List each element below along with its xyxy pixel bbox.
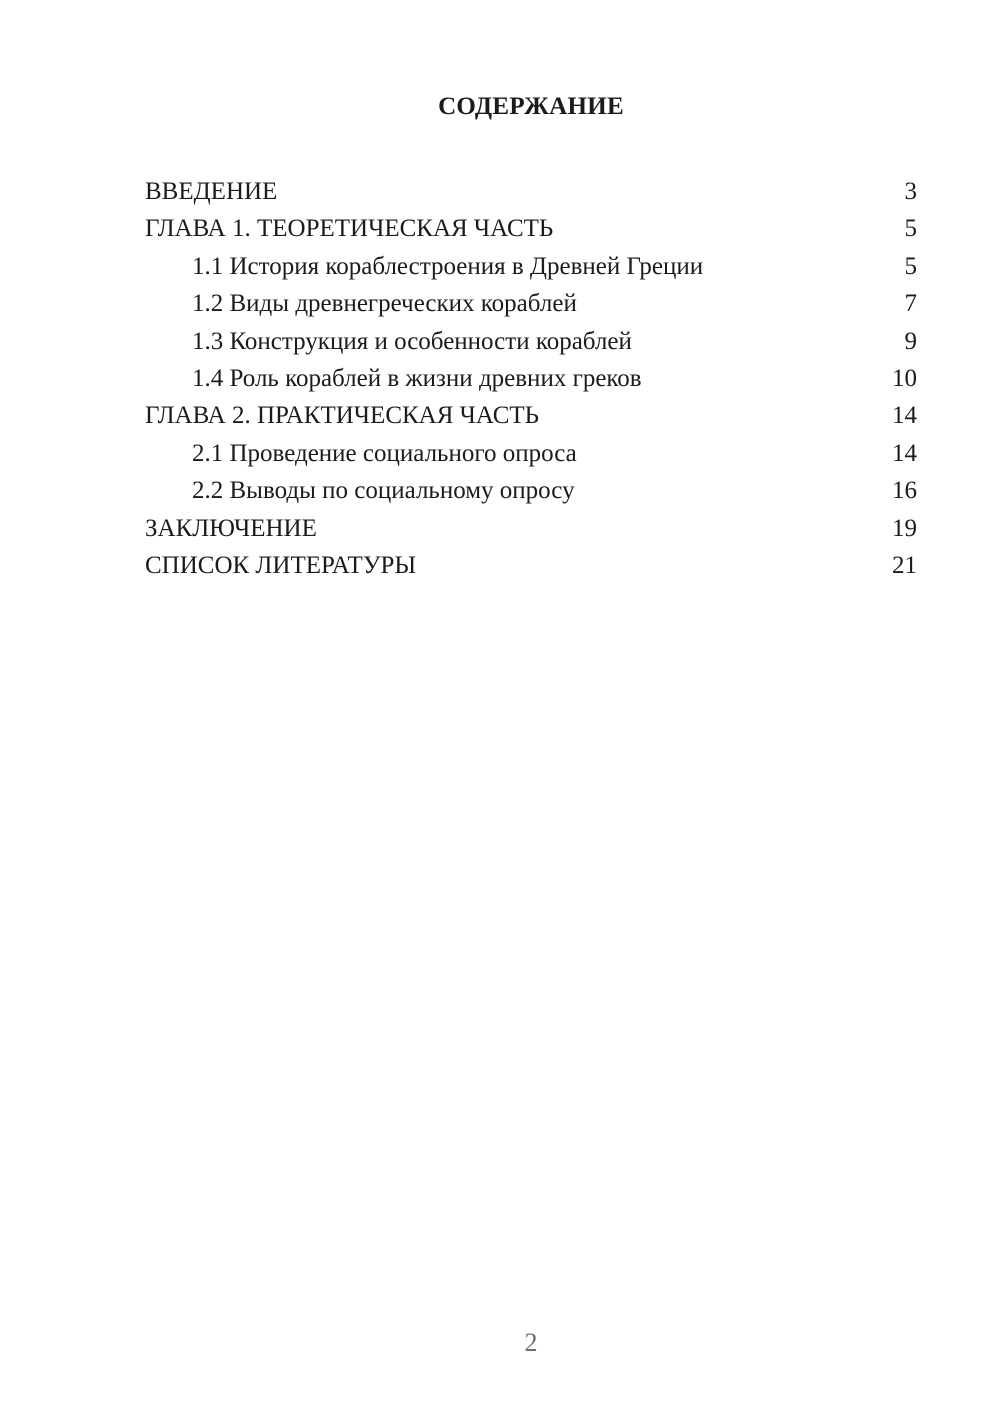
toc-entry-page-number: 9 <box>904 327 917 355</box>
toc-entry-label: 1.4 Роль кораблей в жизни древних греков <box>192 365 642 393</box>
toc-entry-page-number: 21 <box>892 552 917 580</box>
toc-entry <box>145 435 917 472</box>
toc-entry <box>145 547 917 584</box>
toc-entry-page-number: 16 <box>892 477 917 505</box>
toc-entry-label: 1.2 Виды древнегреческих кораблей <box>192 290 577 318</box>
page-content <box>145 0 917 584</box>
toc-entry <box>145 360 917 397</box>
toc-entry-page-number: 7 <box>904 290 917 318</box>
toc-entry-page-number: 14 <box>892 402 917 430</box>
toc-entry-page-number: 3 <box>904 178 917 205</box>
toc-entry <box>145 510 917 547</box>
toc-entry-page-number: 5 <box>904 252 917 280</box>
toc-entry-label: ГЛАВА 2. ПРАКТИЧЕСКАЯ ЧАСТЬ <box>145 402 540 430</box>
toc-entry-label: 2.2 Выводы по социальному опросу <box>192 477 575 505</box>
toc-entry-label: ГЛАВА 1. ТЕОРЕТИЧЕСКАЯ ЧАСТЬ <box>145 215 554 243</box>
toc-entry-label: 1.1 История кораблестроения в Древней Греции <box>192 252 704 280</box>
toc-list <box>145 173 917 584</box>
toc-entry <box>145 323 917 360</box>
toc-entry <box>145 285 917 322</box>
toc-entry-label: ЗАКЛЮЧЕНИЕ <box>145 514 317 542</box>
toc-entry-page-number: 10 <box>892 365 917 393</box>
toc-entry <box>145 397 917 434</box>
toc-entry <box>145 248 917 285</box>
toc-entry <box>145 173 917 210</box>
toc-entry <box>145 472 917 509</box>
toc-entry <box>145 210 917 247</box>
toc-entry-page-number: 5 <box>904 215 917 243</box>
toc-entry-label: 1.3 Конструкция и особенности кораблей <box>192 327 632 355</box>
toc-entry-label: СПИСОК ЛИТЕРАТУРЫ <box>145 552 417 580</box>
toc-title: СОДЕРЖАНИЕ <box>438 93 624 120</box>
toc-entry-page-number: 14 <box>892 439 917 467</box>
footer-page-number: 2 <box>524 1328 538 1357</box>
toc-entry-label: 2.1 Проведение социального опроса <box>192 439 577 467</box>
toc-entry-page-number: 19 <box>892 514 917 542</box>
toc-entry-label: ВВЕДЕНИЕ <box>145 178 278 205</box>
